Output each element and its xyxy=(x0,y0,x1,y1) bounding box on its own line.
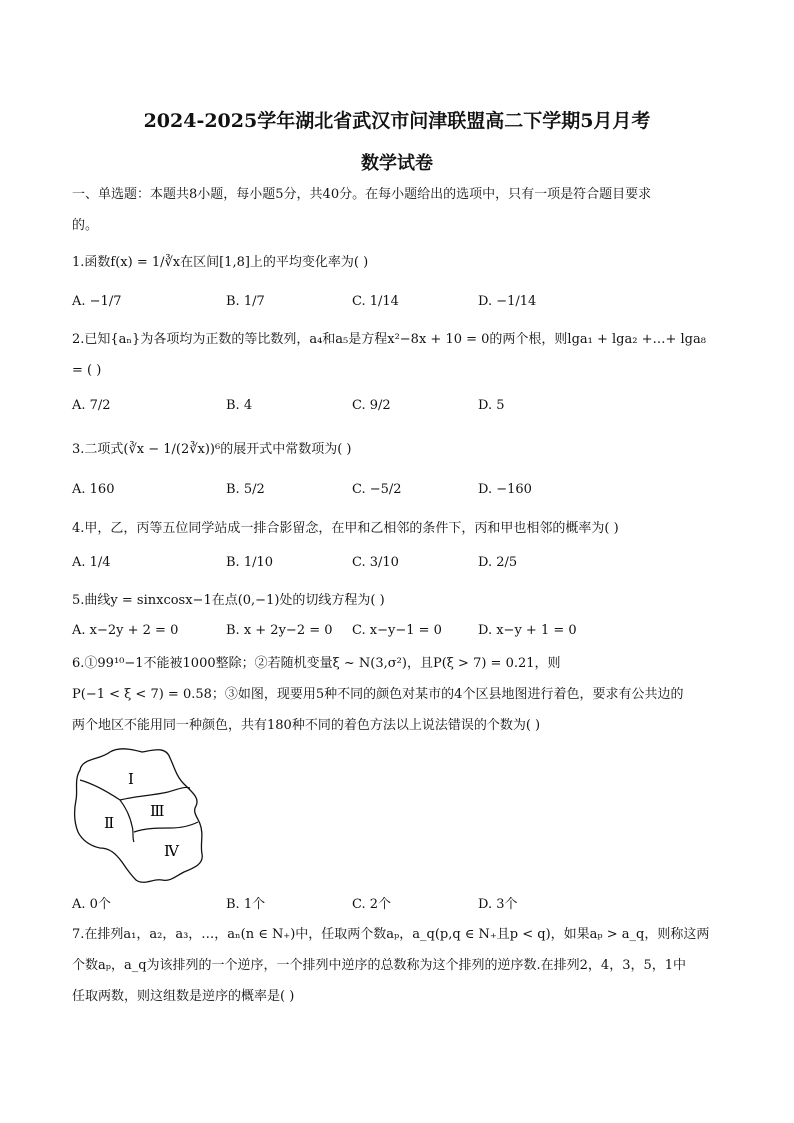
q4-option-c: C. 3/10 xyxy=(352,555,399,570)
q3-option-b: B. 5/2 xyxy=(226,482,265,497)
q3-options xyxy=(72,482,722,504)
q2-option-b: B. 4 xyxy=(226,398,253,413)
section-heading-line2: 的。 xyxy=(72,218,99,233)
region-label-iii: Ⅲ xyxy=(150,802,165,820)
q4-option-d: D. 2/5 xyxy=(478,555,518,570)
exam-title: 2024-2025学年湖北省武汉市问津联盟高二下学期5月月考 xyxy=(143,110,651,132)
boundary-iii-iv xyxy=(134,822,198,832)
q7-stem-line2: 个数aₚ，a_q为该排列的一个逆序，一个排列中逆序的总数称为这个排列的逆序数.在排列2，4，3，5，1中 xyxy=(72,958,687,973)
q2-option-c: C. 9/2 xyxy=(352,398,391,413)
q4-option-a: A. 1/4 xyxy=(72,555,111,570)
q6-stem-line3: 两个地区不能用同一种颜色，共有180种不同的着色方法以上说法错误的个数为( ) xyxy=(72,718,541,733)
q6-option-d: D. 3个 xyxy=(478,897,518,912)
q5-option-b: B. x + 2y−2 = 0 xyxy=(226,623,333,638)
q3-option-a: A. 160 xyxy=(72,482,115,497)
boundary-i-ii xyxy=(80,780,120,800)
boundary-ii-iii xyxy=(120,800,134,842)
region-label-iv: Ⅳ xyxy=(164,842,179,860)
q1-options xyxy=(72,294,722,316)
q1-option-b: B. 1/7 xyxy=(226,294,265,309)
q6-option-b: B. 1个 xyxy=(226,897,266,912)
q4-stem: 4.甲，乙，丙等五位同学站成一排合影留念，在甲和乙相邻的条件下，丙和甲也相邻的概率为( ) xyxy=(72,521,619,536)
q5-option-d: D. x−y + 1 = 0 xyxy=(478,623,577,638)
q1-option-a: A. −1/7 xyxy=(72,294,122,309)
q7-stem-line1: 7.在排列a₁，a₂，a₃，…，aₙ(n ∈ N₊)中，任取两个数aₚ，a_q(p,q ∈ N₊且p < q)，如果aₚ > a_q，则称这两 xyxy=(72,927,710,942)
q5-option-c: C. x−y−1 = 0 xyxy=(352,623,442,638)
q6-options xyxy=(72,893,722,915)
map-outline xyxy=(75,749,203,882)
q6-option-a: A. 0个 xyxy=(72,897,111,912)
region-label-i: Ⅰ xyxy=(128,770,134,788)
q5-options xyxy=(72,623,722,645)
q1-option-d: D. −1/14 xyxy=(478,294,537,309)
region-label-ii: Ⅱ xyxy=(104,814,115,832)
q2-option-d: D. 5 xyxy=(478,398,505,413)
q3-option-d: D. −160 xyxy=(478,482,532,497)
q3-option-c: C. −5/2 xyxy=(352,482,402,497)
q1-option-c: C. 1/14 xyxy=(352,294,399,309)
q1-stem: 1.函数f(x) = 1/∛x在区间[1,8]上的平均变化率为( ) xyxy=(72,255,369,270)
section-heading-line1: 一、单选题：本题共8小题，每小题5分，共40分。在每小题给出的选项中，只有一项是符合题目要求 xyxy=(72,187,652,202)
q2-options xyxy=(72,398,722,420)
q6-stem-line2: P(−1 < ξ < 7) = 0.58；③如图，现要用5种不同的颜色对某市的4个区县地图进行着色，要求有公共边的 xyxy=(72,687,684,702)
boundary-i-iii xyxy=(120,787,190,800)
q7-stem-line3: 任取两数，则这组数是逆序的概率是( ) xyxy=(72,989,295,1004)
q5-option-a: A. x−2y + 2 = 0 xyxy=(72,623,179,638)
q4-option-b: B. 1/10 xyxy=(226,555,274,570)
q3-stem: 3.二项式(∛x − 1/(2∛x))⁶的展开式中常数项为( ) xyxy=(72,442,352,457)
q4-options xyxy=(72,555,722,577)
q6-option-c: C. 2个 xyxy=(352,897,392,912)
q5-stem: 5.曲线y = sinxcosx−1在点(0,−1)处的切线方程为( ) xyxy=(72,593,385,608)
exam-subtitle: 数学试卷 xyxy=(361,153,433,174)
q6-stem-line1: 6.①99¹⁰−1不能被1000整除；②若随机变量ξ ~ N(3,σ²)，且P(ξ > 7) = 0.21，则 xyxy=(72,656,561,671)
q2-stem-line2: = ( ) xyxy=(72,363,102,378)
q2-option-a: A. 7/2 xyxy=(72,398,111,413)
q2-stem-line1: 2.已知{aₙ}为各项均为正数的等比数列，a₄和a₅是方程x²−8x + 10 = 0的两个根，则lga₁ + lga₂ +…+ lga₈ xyxy=(72,332,706,347)
district-map-figure xyxy=(72,744,212,889)
